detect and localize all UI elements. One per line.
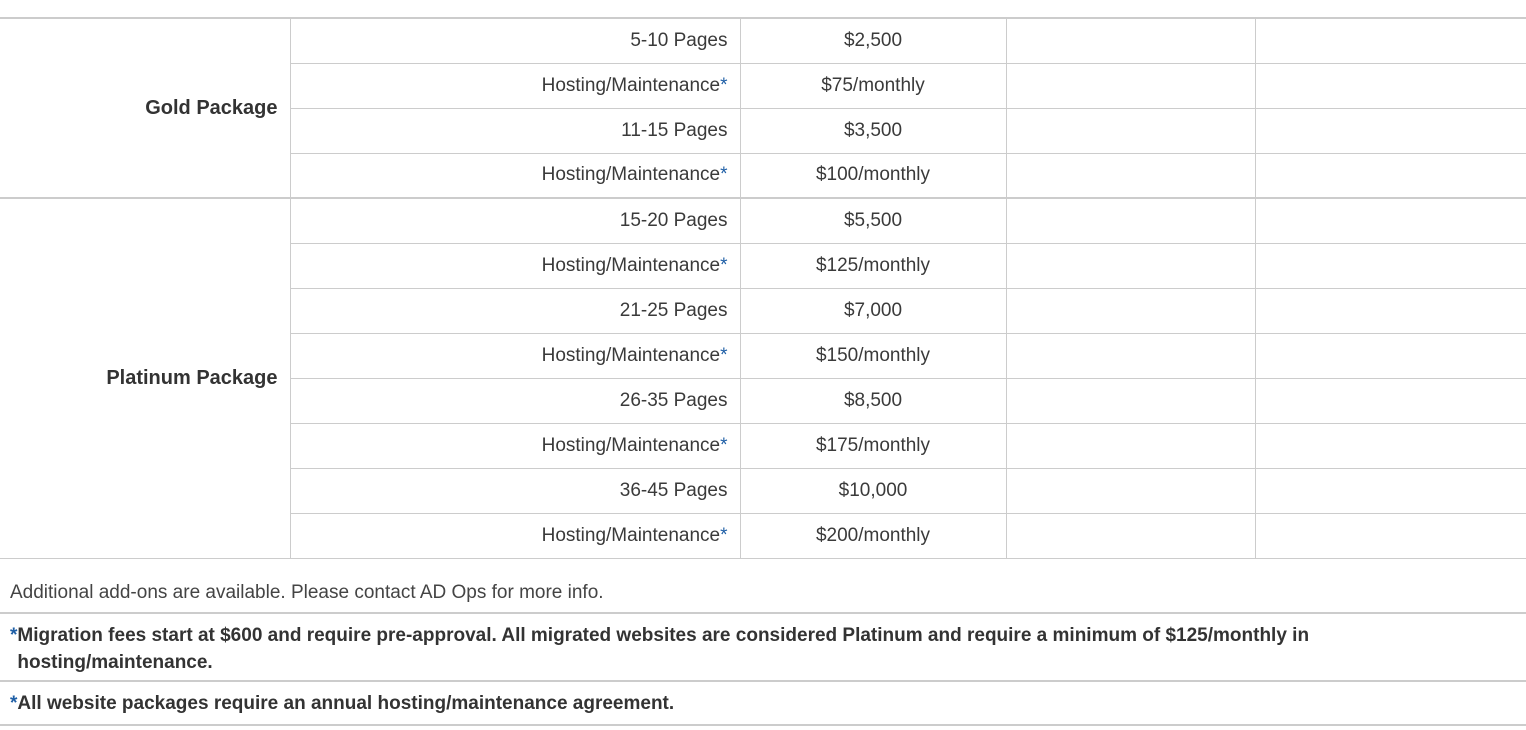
empty-cell	[1006, 108, 1255, 153]
price-cell: $5,500	[740, 198, 1006, 243]
price-cell: $10,000	[740, 468, 1006, 513]
empty-cell	[1255, 423, 1526, 468]
table-row	[0, 198, 1526, 243]
package-name: Gold Package	[0, 18, 290, 198]
empty-cell	[1255, 198, 1526, 243]
empty-cell	[1255, 333, 1526, 378]
price-cell: $100/monthly	[740, 153, 1006, 198]
asterisk-marker: *	[720, 254, 728, 276]
annual-note	[0, 682, 1526, 726]
price-cell: $3,500	[740, 108, 1006, 153]
asterisk-marker: *	[720, 434, 728, 456]
asterisk-marker: *	[720, 344, 728, 366]
annual-asterisk: *	[10, 693, 18, 714]
empty-cell	[1006, 18, 1255, 63]
package-name: Platinum Package	[0, 198, 290, 558]
item-label: Hosting/Maintenance	[541, 344, 721, 366]
empty-cell	[1006, 153, 1255, 198]
empty-cell	[1006, 378, 1255, 423]
empty-cell	[1006, 423, 1255, 468]
item-cell	[290, 243, 740, 288]
empty-cell	[1006, 198, 1255, 243]
asterisk-marker: *	[720, 524, 728, 546]
empty-cell	[1006, 333, 1255, 378]
item-label: Hosting/Maintenance	[541, 524, 721, 546]
annual-note-text: All website packages require an annual hosting/maintenance agreement.	[17, 693, 675, 714]
item-cell	[290, 333, 740, 378]
price-cell: $150/monthly	[740, 333, 1006, 378]
empty-cell	[1255, 378, 1526, 423]
migration-asterisk: *	[10, 625, 18, 646]
empty-cell	[1255, 108, 1526, 153]
item-label: Hosting/Maintenance	[541, 164, 721, 186]
empty-cell	[1255, 63, 1526, 108]
price-cell: $75/monthly	[740, 63, 1006, 108]
empty-cell	[1255, 513, 1526, 558]
item-cell	[290, 468, 740, 513]
item-cell	[290, 378, 740, 423]
empty-cell	[1255, 288, 1526, 333]
empty-cell	[1006, 513, 1255, 558]
migration-note	[0, 614, 1526, 682]
pricing-table	[0, 17, 1526, 559]
item-label: Hosting/Maintenance	[541, 74, 721, 96]
empty-cell	[1006, 63, 1255, 108]
migration-note-text: Migration fees start at $600 and require pre-approval. All migrated websites are considered Platinum and require a minimum of $125/monthly in hosting/maintenance.	[17, 625, 1310, 673]
item-label: Hosting/Maintenance	[541, 254, 721, 276]
pricing-table-body	[0, 18, 1526, 558]
item-label: 21-25 Pages	[619, 299, 728, 321]
item-cell	[290, 423, 740, 468]
empty-cell	[1255, 18, 1526, 63]
item-label: 11-15 Pages	[621, 119, 728, 141]
item-label: 15-20 Pages	[619, 209, 728, 231]
item-cell	[290, 18, 740, 63]
empty-cell	[1006, 243, 1255, 288]
addons-note	[0, 571, 1526, 614]
empty-cell	[1255, 468, 1526, 513]
item-label: 36-45 Pages	[619, 479, 728, 501]
empty-cell	[1006, 468, 1255, 513]
empty-cell	[1255, 243, 1526, 288]
asterisk-marker: *	[720, 164, 728, 186]
item-label: Hosting/Maintenance	[541, 434, 721, 456]
empty-cell	[1006, 288, 1255, 333]
empty-cell	[1255, 153, 1526, 198]
price-cell: $175/monthly	[740, 423, 1006, 468]
item-cell	[290, 153, 740, 198]
price-cell: $2,500	[740, 18, 1006, 63]
item-cell	[290, 513, 740, 558]
item-cell	[290, 288, 740, 333]
price-cell: $7,000	[740, 288, 1006, 333]
item-label: 5-10 Pages	[630, 29, 728, 51]
item-cell	[290, 63, 740, 108]
table-row	[0, 18, 1526, 63]
price-cell: $125/monthly	[740, 243, 1006, 288]
asterisk-marker: *	[720, 74, 728, 96]
item-cell	[290, 108, 740, 153]
price-cell: $8,500	[740, 378, 1006, 423]
item-label: 26-35 Pages	[619, 389, 728, 411]
price-cell: $200/monthly	[740, 513, 1006, 558]
item-cell	[290, 198, 740, 243]
addons-note-text: Additional add-ons are available. Please contact AD Ops for more info.	[10, 582, 604, 603]
